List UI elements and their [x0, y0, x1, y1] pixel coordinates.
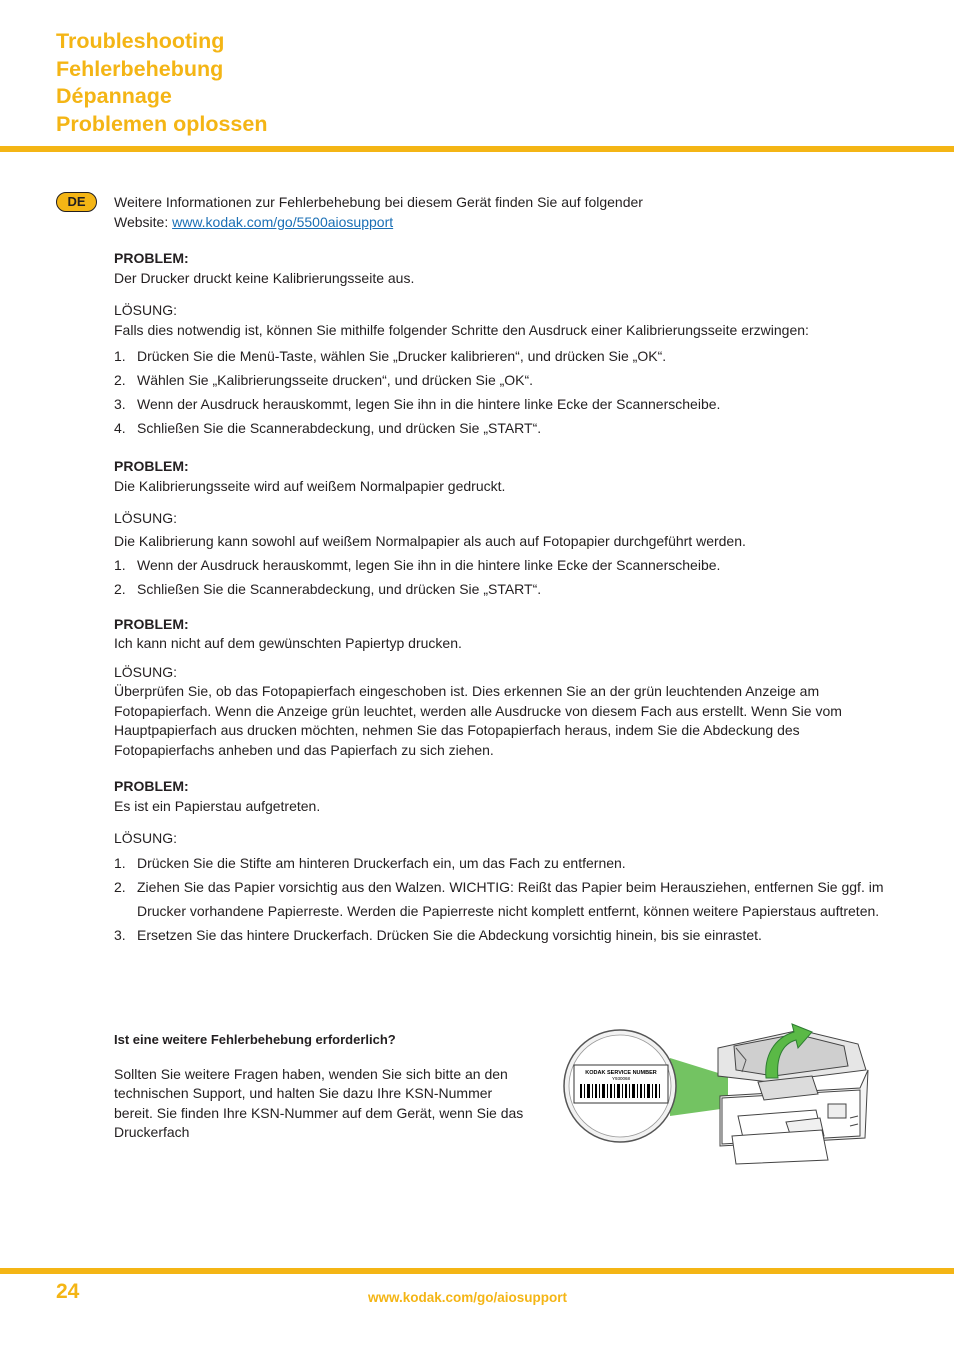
further-help: [114, 1030, 534, 1143]
solution-label: LÖSUNG:: [114, 663, 178, 680]
intro-line-1: Weitere Informationen zur Fehlerbehebung bei diesem Gerät finden Sie auf folgender: [114, 194, 643, 210]
list-item: [114, 553, 894, 577]
problem-text: Der Drucker druckt keine Kalibrierungsseite aus.: [114, 269, 415, 286]
content: [114, 193, 894, 947]
service-label-title: KODAK SERVICE NUMBER: [585, 1070, 657, 1076]
step-number: 4.: [114, 420, 126, 436]
problem-text: Die Kalibrierungsseite wird auf weißem Normalpapier gedruckt.: [114, 477, 506, 494]
step-text: Drücken Sie die Stifte am hinteren Druckerfach ein, um das Fach zu entfernen.: [137, 854, 626, 871]
solution-label: LÖSUNG:: [114, 830, 178, 846]
page-number: 24: [56, 1280, 80, 1303]
step-number: 3.: [114, 926, 126, 943]
step-number: 2.: [114, 878, 126, 895]
step-number: 3.: [114, 396, 126, 412]
step-number: 2.: [114, 580, 126, 597]
further-help-text: Sollten Sie weitere Fragen haben, wenden Sie sich bitte an den technischen Support, und halten Sie dazu Ihre KSN-Nummer bereit. Sie finden Ihre KSN-Nummer auf dem Gerät, wenn Sie das Druckerfach: [114, 1065, 524, 1140]
step-number: 1.: [114, 854, 126, 871]
step-text: Wählen Sie „Kalibrierungsseite drucken“, und drücken Sie „OK“.: [137, 372, 534, 388]
steps-list: [114, 553, 894, 601]
header-rule: [0, 146, 954, 152]
step-text: Ziehen Sie das Papier vorsichtig aus den Walzen. WICHTIG: Reißt das Papier beim Herausziehen, entfernen Sie ggf. im Drucker vorhandene Papierreste. Werden die Papierreste nicht komplett entfernt, können weitere Papierstaus auftreten.: [137, 878, 884, 919]
list-item: [114, 923, 894, 947]
problem-label: PROBLEM:: [114, 250, 189, 266]
footer-url[interactable]: www.kodak.com/go/aiosupport: [368, 1290, 568, 1305]
intro-text: [114, 193, 894, 232]
step-text: Wenn der Ausdruck herauskommt, legen Sie ihn in die hintere linke Ecke der Scannerscheibe.: [137, 556, 721, 573]
problem-text: Es ist ein Papierstau aufgetreten.: [114, 797, 321, 814]
title-en: Troubleshooting: [56, 29, 225, 53]
solution-text: Falls dies notwendig ist, können Sie mithilfe folgender Schritte den Ausdruck einer Kalibrierungsseite erzwingen:: [114, 321, 809, 338]
list-item: [114, 392, 894, 416]
step-number: 2.: [114, 372, 126, 388]
support-link[interactable]: www.kodak.com/go/5500aiosupport: [172, 213, 394, 230]
service-label-number: Y930068: [611, 1076, 631, 1081]
list-item: [114, 875, 894, 923]
step-text: Schließen Sie die Scannerabdeckung, und drücken Sie „START“.: [137, 420, 542, 436]
problem-text: Ich kann nicht auf dem gewünschten Papiertyp drucken.: [114, 635, 462, 651]
barcode-icon: [580, 1084, 660, 1098]
problem-label: PROBLEM:: [114, 458, 189, 474]
list-item: [114, 851, 894, 875]
solution-text: Überprüfen Sie, ob das Fotopapierfach eingeschoben ist. Dies erkennen Sie an der grün leuchtenden Anzeige am Fotopapierfach. Wenn die Anzeige grün leuchtet, werden alle Ausdrucke von diesem Fach aus erstellt. Wenn Sie vom Hauptpapierfach aus drucken möchten, nehmen Sie das Fotopapierfach heraus, indem Sie die Abdeckung des Fotopapierfachs anheben und das Papierfach zu sich ziehen.: [114, 683, 842, 758]
ksn-location-illustration: [560, 1018, 876, 1168]
step-text: Schließen Sie die Scannerabdeckung, und drücken Sie „START“.: [137, 580, 542, 597]
list-item: [114, 344, 894, 368]
intro-line-2: Website:: [114, 213, 173, 230]
problem-label: PROBLEM:: [114, 615, 189, 632]
solution-text: Die Kalibrierung kann sowohl auf weißem Normalpapier als auch auf Fotopapier durchgeführt werden.: [114, 532, 746, 549]
list-item: [114, 368, 894, 392]
solution-label: LÖSUNG:: [114, 302, 178, 318]
step-number: 1.: [114, 556, 126, 573]
steps-list: [114, 344, 894, 440]
step-text: Wenn der Ausdruck herauskommt, legen Sie ihn in die hintere linke Ecke der Scannerscheibe.: [137, 396, 721, 412]
list-item: [114, 416, 894, 440]
further-help-heading: Ist eine weitere Fehlerbehebung erforderlich?: [114, 1032, 396, 1047]
language-badge: DE: [56, 192, 97, 212]
steps-list: [114, 851, 894, 947]
step-text: Ersetzen Sie das hintere Druckerfach. Drücken Sie die Abdeckung vorsichtig hinein, bis sie einrastet.: [137, 926, 762, 943]
title-fr: Dépannage: [56, 84, 172, 108]
problem-label: PROBLEM:: [114, 778, 189, 794]
footer-rule: [0, 1268, 954, 1274]
step-text: Drücken Sie die Menü-Taste, wählen Sie „Drucker kalibrieren“, und drücken Sie „OK“.: [137, 348, 667, 364]
list-item: [114, 577, 894, 601]
title-de: Fehlerbehebung: [56, 56, 224, 81]
printer-icon: [718, 1030, 868, 1164]
page-titles: [56, 28, 267, 138]
title-nl: Problemen oplossen: [56, 111, 268, 136]
solution-label: LÖSUNG:: [114, 510, 178, 526]
step-number: 1.: [114, 348, 126, 364]
printer-illustration: [560, 1018, 876, 1168]
